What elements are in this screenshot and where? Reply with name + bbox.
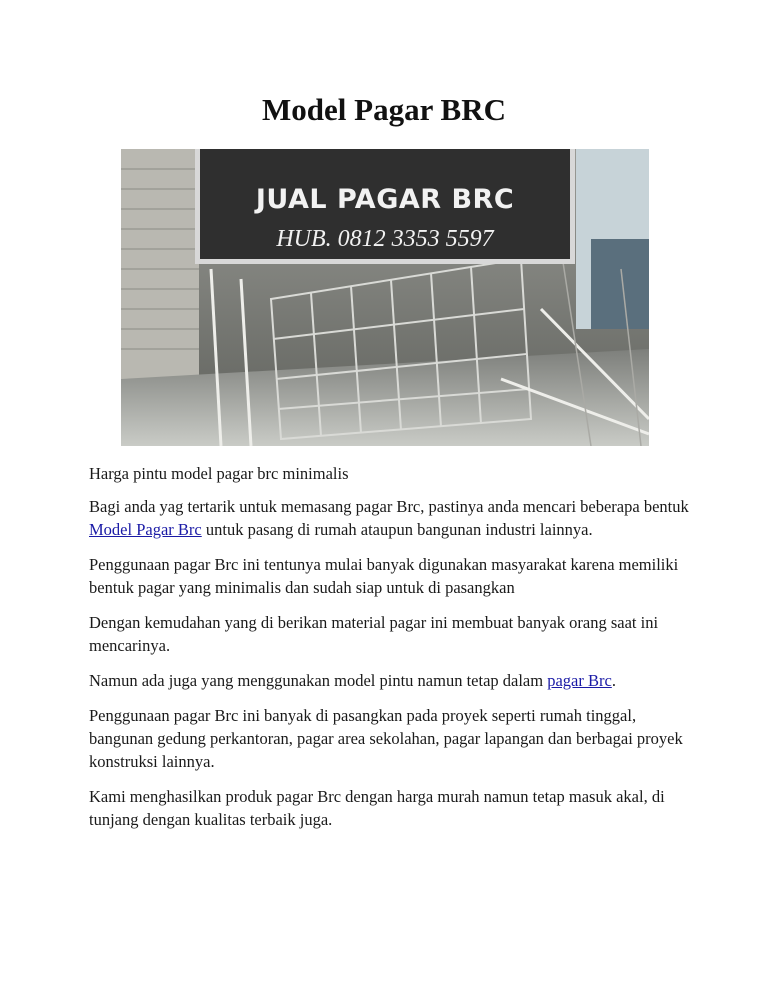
article-body bbox=[89, 462, 689, 843]
product-photo bbox=[121, 149, 649, 446]
paragraph-door-text-b: . bbox=[611, 671, 616, 690]
link-pagar-brc[interactable]: pagar Brc bbox=[547, 671, 612, 690]
paragraph-intro-text-b: untuk pasang di rumah ataupun bangunan industri lainnya. bbox=[201, 520, 593, 539]
promo-banner bbox=[195, 149, 575, 264]
banner-title: JUAL PAGAR BRC bbox=[255, 184, 515, 215]
paragraph-products: Kami menghasilkan produk pagar Brc dengan harga murah namun tetap masuk akal, di tunjang dengan kualitas terbaik juga. bbox=[89, 787, 665, 829]
link-model-pagar-brc[interactable]: Model Pagar Brc bbox=[89, 520, 202, 539]
paragraph-intro bbox=[89, 495, 689, 541]
banner-phone: HUB. 0812 3353 5597 bbox=[276, 226, 494, 252]
paragraph-intro-text-a: Bagi anda yag tertarik untuk memasang pagar Brc, pastinya anda mencari beberapa bentuk bbox=[89, 497, 689, 516]
paragraph-ease: Dengan kemudahan yang di berikan material pagar ini membuat banyak orang saat ini mencarinya. bbox=[89, 613, 659, 655]
page-title: Model Pagar BRC bbox=[262, 92, 506, 127]
paragraph-door-text-a: Namun ada juga yang menggunakan model pintu namun tetap dalam bbox=[89, 671, 548, 690]
paragraph-caption: Harga pintu model pagar brc minimalis bbox=[89, 464, 349, 483]
paragraph-door-model bbox=[89, 669, 689, 692]
paragraph-projects: Penggunaan pagar Brc ini banyak di pasangkan pada proyek seperti rumah tinggal, bangunan gedung perkantoran, pagar area sekolahan, pagar lapangan dan berbagai proyek konstruksi lainnya. bbox=[89, 706, 683, 771]
paragraph-usage: Penggunaan pagar Brc ini tentunya mulai banyak digunakan masyarakat karena memiliki bentuk pagar yang minimalis dan sudah siap untuk di pasangkan bbox=[89, 555, 679, 597]
